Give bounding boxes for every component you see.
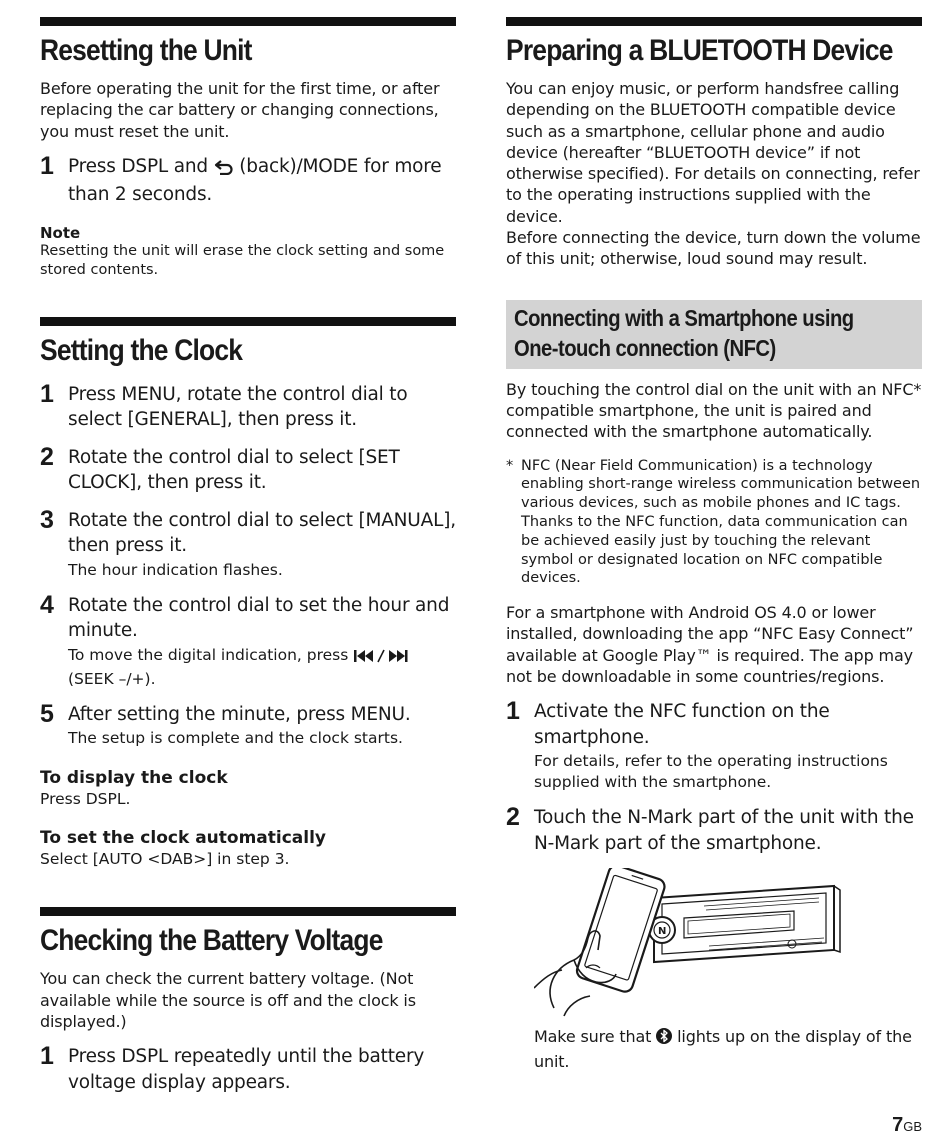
subheading-text: Press DSPL. bbox=[40, 790, 131, 809]
step-number: 1 bbox=[506, 697, 520, 726]
step-number: 1 bbox=[40, 1042, 54, 1071]
step-title: After setting the minute, press MENU. bbox=[68, 703, 411, 725]
section-rule bbox=[40, 17, 456, 26]
step bbox=[506, 805, 922, 856]
footnote bbox=[506, 457, 922, 589]
step-title: Rotate the control dial to select [SET CLOCK], then press it. bbox=[68, 446, 400, 494]
step bbox=[40, 1044, 456, 1095]
step bbox=[40, 699, 456, 750]
subsection-title-line: Connecting with a Smartphone using bbox=[514, 304, 854, 331]
svg-text:N: N bbox=[658, 926, 667, 938]
subsection-header-nfc bbox=[506, 300, 922, 369]
left-column bbox=[40, 17, 456, 1095]
paragraph: By touching the control dial on the unit with an NFC* compatible smartphone, the unit is paired and connected with the smartphone automatically. bbox=[506, 379, 922, 442]
back-arrow-icon bbox=[214, 157, 234, 183]
step bbox=[40, 379, 456, 433]
step-description: For details, refer to the operating instructions supplied with the smartphone. bbox=[534, 752, 888, 792]
section-title: Checking the Battery Voltage bbox=[40, 924, 383, 958]
subheading-text: Select [AUTO <DAB>] in step 3. bbox=[40, 850, 290, 869]
step bbox=[40, 505, 456, 581]
right-column bbox=[506, 17, 922, 1072]
step bbox=[40, 442, 456, 496]
subheading: To display the clock bbox=[40, 768, 228, 789]
page-number: 7GB bbox=[892, 1114, 922, 1136]
step bbox=[40, 590, 456, 690]
section-rule bbox=[40, 317, 456, 326]
footnote-marker: * bbox=[506, 457, 514, 474]
step-number: 1 bbox=[40, 379, 54, 408]
section-battery-voltage bbox=[40, 907, 456, 1095]
bluetooth-icon bbox=[656, 1027, 672, 1050]
section-bluetooth-device bbox=[506, 17, 922, 270]
note-title: Note bbox=[40, 223, 81, 242]
step-number: 1 bbox=[40, 151, 54, 180]
subsection-title-line: One-touch connection (NFC) bbox=[514, 334, 776, 361]
step-number: 5 bbox=[40, 699, 54, 728]
footnote-text: NFC (Near Field Communication) is a technology enabling short-range wireless communication between various devices, such as mobile phones and IC tags. Thanks to the NFC function, data communication can be achieved easily just by touching the relevant symbol or designated location on NFC compatible devices. bbox=[521, 457, 921, 587]
paragraph: You can enjoy music, or perform handsfree calling depending on the BLUETOOTH compatible device such as a smartphone, cellular phone and audio device (hereafter “BLUETOOTH device” if not otherwise specified). For details on connecting, refer to the operating instructions supplied with the device. bbox=[506, 79, 920, 226]
step-title: Press DSPL and (back)/MODE for more than 2 seconds. bbox=[68, 155, 442, 206]
step-title: Press MENU, rotate the control dial to select [GENERAL], then press it. bbox=[68, 383, 408, 431]
step-description: To move the digital indication, press (SEEK –/+). bbox=[68, 645, 456, 690]
step-number: 4 bbox=[40, 590, 54, 619]
section-title: Resetting the Unit bbox=[40, 34, 252, 67]
section-title: Preparing a BLUETOOTH Device bbox=[506, 34, 893, 67]
step-title: Press DSPL repeatedly until the battery voltage display appears. bbox=[68, 1046, 425, 1093]
nfc-touch-illustration bbox=[534, 868, 844, 1018]
section-resetting-unit bbox=[40, 17, 456, 281]
step-number: 2 bbox=[40, 442, 54, 471]
paragraph: You can check the current battery voltage. (Not available while the source is off and the clock is displayed.) bbox=[40, 969, 416, 1031]
step-title: Rotate the control dial to select [MANUAL], then press it. bbox=[68, 509, 456, 557]
paragraph: For a smartphone with Android OS 4.0 or lower installed, downloading the app “NFC Easy Connect” available at Google Play™ is required. The app may not be downloadable in some countries/regions. bbox=[506, 603, 914, 687]
step bbox=[506, 699, 922, 793]
step-number: 2 bbox=[506, 803, 520, 832]
section-setting-clock bbox=[40, 317, 456, 870]
step-description: The hour indication flashes. bbox=[68, 560, 283, 579]
note-text: Resetting the unit will erase the clock setting and some stored contents. bbox=[40, 242, 445, 279]
section-rule bbox=[40, 907, 456, 916]
paragraph: Before operating the unit for the first time, or after replacing the car battery or changing connections, you must reset the unit. bbox=[40, 79, 440, 141]
paragraph: Make sure that lights up on the display of the unit. bbox=[534, 1027, 912, 1071]
step-title: Activate the NFC function on the smartphone. bbox=[534, 701, 830, 748]
step-title: Touch the N-Mark part of the unit with the N-Mark part of the smartphone. bbox=[534, 807, 914, 854]
section-rule bbox=[506, 17, 922, 26]
step-title: Rotate the control dial to set the hour and minute. bbox=[68, 594, 450, 642]
step-number: 3 bbox=[40, 505, 54, 534]
step-description: The setup is complete and the clock starts. bbox=[68, 729, 403, 748]
section-title: Setting the Clock bbox=[40, 333, 243, 367]
paragraph: Before connecting the device, turn down the volume of this unit; otherwise, loud sound may result. bbox=[506, 228, 921, 269]
subheading: To set the clock automatically bbox=[40, 828, 326, 849]
step bbox=[40, 151, 456, 208]
seek-prev-next-icon bbox=[353, 648, 427, 669]
